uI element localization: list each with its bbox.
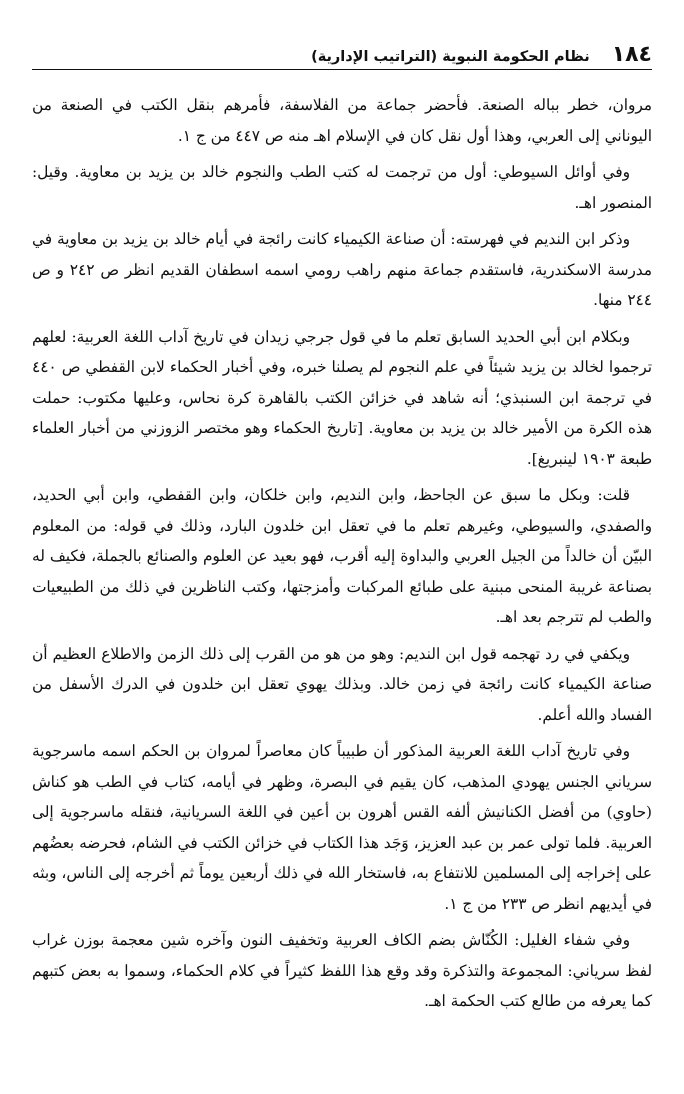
running-title: نظام الحكومة النبوية (التراتيب الإدارية) [311, 48, 590, 65]
paragraph: ويكفي في رد تهجمه قول ابن النديم: وهو من هو من القرب إلى ذلك الزمن والاطلاع العظيم أن صناعة الكيمياء كانت رائجة في زمن خالد. وبذلك يهوي تعقل ابن خلدون في الدرك الأسفل من الفساد والله أعلم. [32, 644, 652, 724]
body-text [32, 90, 652, 1017]
page-header [32, 38, 652, 70]
paragraph: وفي شفاء الغليل: الكُنّاش بضم الكاف العربية وتخفيف النون وآخره شين معجمة بوزن غراب لفظ سرياني: المجموعة والتذكرة وقد وقع هذا اللفظ كثيراً في كلام الحكماء، وسموا به بعض كتبهم كما يعرفه من طالع كتب الحكمة اهـ. [32, 931, 652, 1010]
paragraph: وفي أوائل السيوطي: أول من ترجمت له كتب الطب والنجوم خالد بن يزيد بن معاوية. وقيل: المنصور اهـ. [32, 163, 652, 212]
paragraph: مروان، خطر بباله الصنعة. فأحضر جماعة من الفلاسفة، فأمرهم بنقل الكتب في الصنعة من اليوناني إلى العربي، وهذا أول نقل كان في الإسلام اهـ منه ص ٤٤٧ من ج ١. [32, 96, 652, 145]
paragraph: وبكلام ابن أبي الحديد السابق تعلم ما في قول جرجي زيدان في تاريخ آداب اللغة العربية: لعلهم ترجموا لخالد بن يزيد شيئاً في علم النجوم لم يصلنا خبره، وفي أخبار الحكماء لابن القفطي ص ٤٤٠ في ترجمة ابن السنبذي؛ أنه شاهد في خزائن الكتب بالقاهرة كرة نحاس، وعليها مكتوب: حملت هذه الكرة من الأمير خالد بن يزيد بن معاوية. [تاريخ الحكماء وهو مختصر الزوزني من أخبار العلماء طبعة ١٩٠٣ لينبريغ]. [32, 327, 652, 468]
page-number: ١٨٤ [611, 42, 652, 67]
paragraph: وفي تاريخ آداب اللغة العربية المذكور أن طبيباً كان معاصراً لمروان بن الحكم اسمه ماسرجوية سرياني الجنس يهودي المذهب، كان يقيم في البصرة، وظهر في أيامه، كتاب في الطب هو كناش (حاوي) من أفضل الكنانيش ألفه القس أهرون بن أعين في اللغة السريانية، فنقله ماسرجوية إلى العربية. فلما تولى عمر بن عبد العزيز، وَجَد هذا الكتاب في خزائن الكتب في الشام، فحرضه بعضُهم على إخراجه إلى المسلمين للانتفاع به، فاستخار الله في ذلك أربعين يوماً ثم أخرجه إلى الناس، وبثه في أيديهم انظر ص ٢٣٣ من ج ١. [32, 742, 652, 913]
paragraph: قلت: وبكل ما سبق عن الجاحظ، وابن النديم، وابن خلكان، وابن القفطي، وابن أبي الحديد، والصفدي، والسيوطي، وغيرهم تعلم ما في تعقل ابن خلدون البارد، وذلك في قوله: من المعلوم البيّن أن خالداً من الجيل العربي والبداوة إليه أقرب، فهو بعيد عن العلوم والصنائع بالجملة، فكيف له بصناعة غريبة المنحى مبنية على طبائع المركبات وأمزجتها، وكتب الناظرين في ذلك من الطبيعيات والطب لم تترجم بعد اهـ. [32, 486, 652, 626]
paragraph: وذكر ابن النديم في فهرسته: أن صناعة الكيمياء كانت رائجة في أيام خالد بن يزيد بن معاوية في مدرسة الاسكندرية، فاستقدم جماعة منهم راهب رومي اسمه اسطفان القديم انظر ص ٢٤٢ و ص ٢٤٤ منها. [32, 230, 652, 309]
